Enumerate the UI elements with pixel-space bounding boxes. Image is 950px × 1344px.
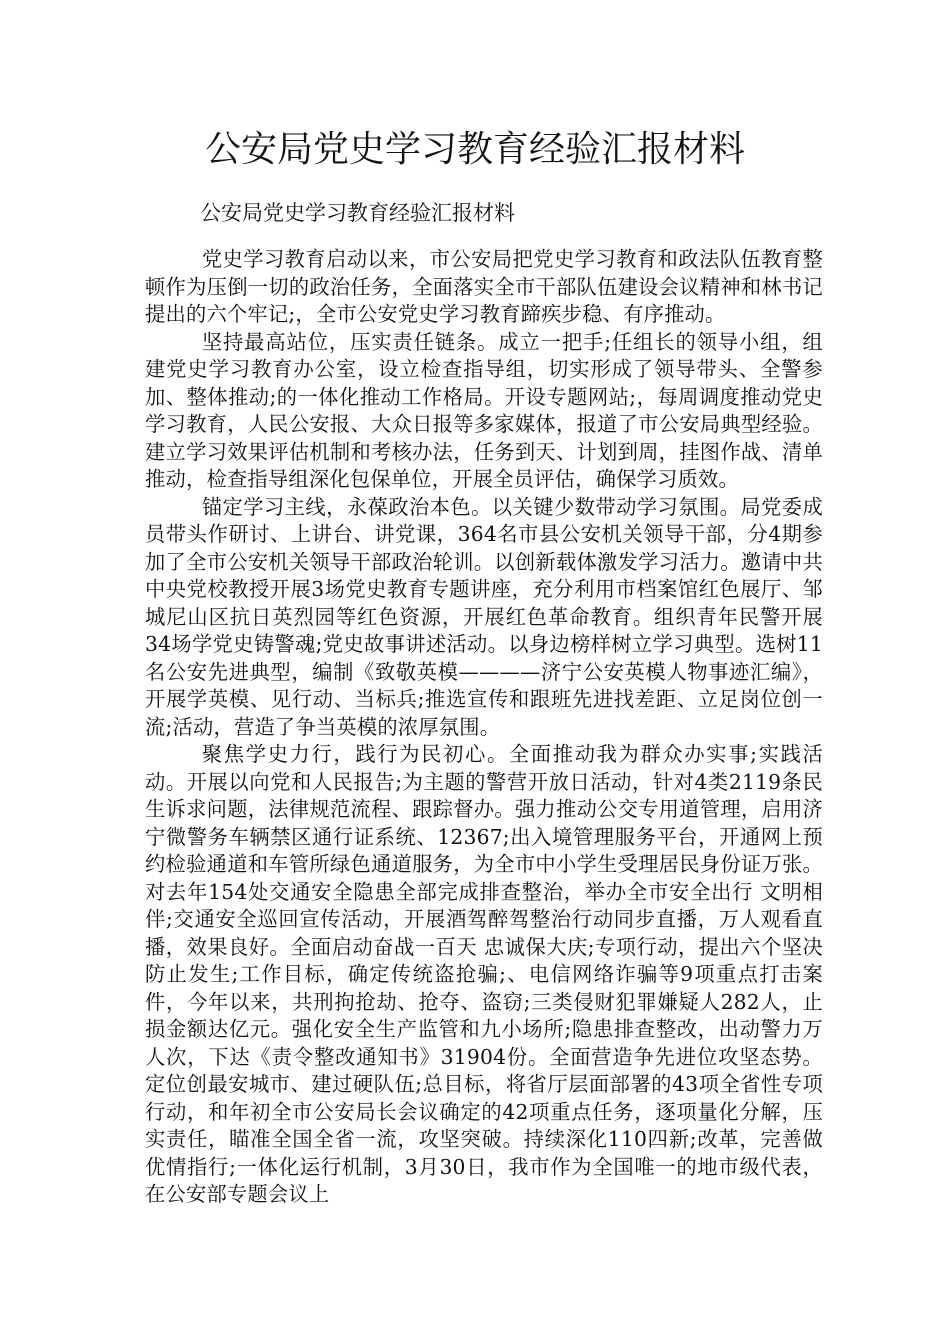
document-title: 公安局党史学习教育经验汇报材料 [204,129,745,170]
document-body [145,246,823,1209]
paragraph-intro: 党史学习教育启动以来，市公安局把党史学习教育和政法队伍教育整顿作为压倒一切的政治任务，全面落实全市干部队伍建设会议精神和林书记提出的六个牢记;，全市公安党史学习教育蹄疾步稳、有序推动。 [145,247,823,326]
paragraph-responsibility: 坚持最高站位，压实责任链条。成立一把手;任组长的领导小组，组建党史学习教育办公室，设立检查指导组，切实形成了领导带头、全警参加、整体推动;的一体化推动工作格局。开设专题网站;，每周调度推动党史学习教育，人民公安报、大众日报等多家媒体，报道了市公安局典型经验。建立学习效果评估机制和考核办法，任务到天、计划到周，挂图作战、清单推动，检查指导组深化包保单位，开展全员评估，确保学习质效。 [145,329,823,491]
paragraph-study-mainline: 锚定学习主线，永葆政治本色。以关键少数带动学习氛围。局党委成员带头作研讨、上讲台、讲党课，364名市县公安机关领导干部，分4期参加了全市公安机关领导干部政治轮训。以创新载体激发学习活力。邀请中共中央党校教授开展3场党史教育专题讲座，充分利用市档案馆红色展厅、邹城尼山区抗日英烈园等红色资源，开展红色革命教育。组织青年民警开展34场学党史铸警魂;党史故事讲述活动。以身边榜样树立学习典型。选树11名公安先进典型，编制《致敬英模————济宁公安英模人物事迹汇编》，开展学英模、见行动、当标兵;推选宣传和跟班先进找差距、立足岗位创一流;活动，营造了争当英模的浓厚氛围。 [145,494,823,739]
document-subtitle: 公安局党史学习教育经验汇报材料 [200,201,515,225]
paragraph-practice: 聚焦学史力行，践行为民初心。全面推动我为群众办实事;实践活动。开展以向党和人民报告;为主题的警营开放日活动，针对4类2119条民生诉求问题，法律规范流程、跟踪督办。强力推动公交专用道管理，启用济宁微警务车辆禁区通行证系统、12367;出入境管理服务平台，开通网上预约检验通道和车管所绿色通道服务，为全市中小学生受理居民身份证万张。对去年154处交通安全隐患全部完成排查整治，举办全市安全出行 文明相伴;交通安全巡回宣传活动，开展酒驾醉驾整治行动同步直播，万人观看直播，效果良好。全面启动奋战一百天 忠诚保大庆;专项行动，提出六个坚决防止发生;工作目标，确定传统盗抢骗;、电信网络诈骗等9项重点打击案件，今年以来，共刑拘抢劫、抢夺、盗窃;三类侵财犯罪嫌疑人282人，止损金额达亿元。强化安全生产监管和九小场所;隐患排查整改，出动警力万人次，下达《责令整改通知书》31904份。全面营造争先进位攻坚态势。定位创最安城市、建过硬队伍;总目标，将省厅层面部署的43项全省性专项行动，和年初全市公安局长会议确定的42项重点任务，逐项量化分解，压实责任，瞄准全国全省一流，攻坚突破。持续深化110四新;改革，完善做优情指行;一体化运行机制，3月30日，我市作为全国唯一的地市级代表，在公安部专题会议上 [145,742,823,1206]
